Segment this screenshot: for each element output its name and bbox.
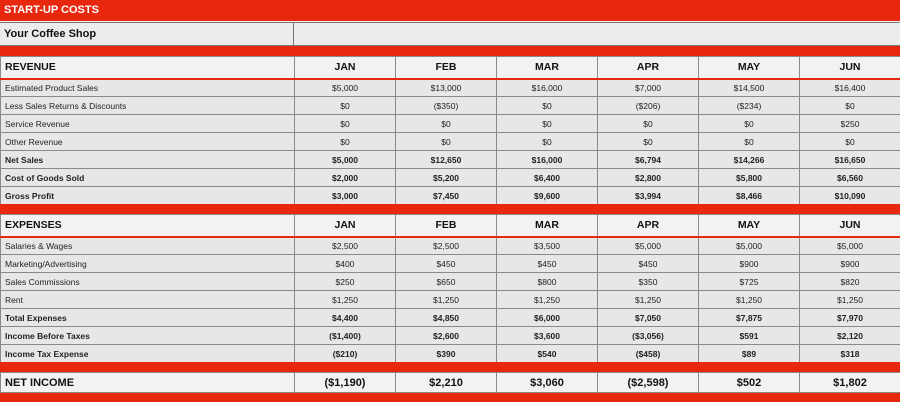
expenses-table	[0, 214, 900, 363]
table-row	[1, 97, 900, 115]
table-row	[1, 79, 900, 97]
cell[interactable]: $5,200	[396, 169, 497, 187]
row-label[interactable]: Other Revenue	[1, 133, 295, 151]
month-header[interactable]: MAY	[699, 57, 800, 79]
cell[interactable]: $6,560	[800, 169, 900, 187]
cell[interactable]: $7,000	[598, 79, 699, 97]
cell[interactable]: $2,800	[598, 169, 699, 187]
revenue-header-row	[1, 57, 900, 79]
cell[interactable]: $0	[396, 115, 497, 133]
cell[interactable]: $12,650	[396, 151, 497, 169]
row-label[interactable]: Cost of Goods Sold	[1, 169, 295, 187]
month-header[interactable]: JAN	[295, 57, 396, 79]
net-income-table	[0, 372, 900, 393]
shop-name-cell[interactable]: Your Coffee Shop	[0, 23, 294, 45]
row-label[interactable]: Marketing/Advertising	[1, 255, 295, 273]
month-header[interactable]: MAR	[497, 57, 598, 79]
month-header[interactable]: APR	[598, 57, 699, 79]
table-row	[1, 309, 900, 327]
cell[interactable]: $1,250	[800, 291, 900, 309]
cell[interactable]: $6,000	[497, 309, 598, 327]
cell[interactable]: $4,400	[295, 309, 396, 327]
net-income-cell[interactable]: $3,060	[497, 373, 598, 393]
cell[interactable]: $2,120	[800, 327, 900, 345]
cell[interactable]: $5,000	[598, 237, 699, 255]
cell[interactable]: $4,850	[396, 309, 497, 327]
table-row	[1, 115, 900, 133]
cell[interactable]: $591	[699, 327, 800, 345]
cell[interactable]: $2,500	[295, 237, 396, 255]
shop-name-row	[0, 22, 900, 46]
cell[interactable]: $13,000	[396, 79, 497, 97]
cell[interactable]: $5,000	[295, 151, 396, 169]
cell[interactable]: $0	[598, 133, 699, 151]
cell[interactable]: $0	[497, 97, 598, 115]
revenue-header[interactable]: REVENUE	[1, 57, 295, 79]
cell[interactable]: $5,800	[699, 169, 800, 187]
cell[interactable]: $0	[396, 133, 497, 151]
cell[interactable]: ($3,056)	[598, 327, 699, 345]
cell[interactable]: $7,050	[598, 309, 699, 327]
cell[interactable]: $10,090	[800, 187, 900, 205]
net-income-cell[interactable]: ($1,190)	[295, 373, 396, 393]
month-header[interactable]: FEB	[396, 57, 497, 79]
cell[interactable]: $0	[295, 133, 396, 151]
cell[interactable]: $0	[598, 115, 699, 133]
cell[interactable]: $9,600	[497, 187, 598, 205]
cell[interactable]: $6,400	[497, 169, 598, 187]
cell[interactable]: $540	[497, 345, 598, 363]
cell[interactable]: $250	[800, 115, 900, 133]
cell[interactable]: $7,970	[800, 309, 900, 327]
net-income-cell[interactable]: $2,210	[396, 373, 497, 393]
cell[interactable]: $6,794	[598, 151, 699, 169]
row-label[interactable]: Sales Commissions	[1, 273, 295, 291]
cell[interactable]: $2,000	[295, 169, 396, 187]
cell[interactable]: $7,875	[699, 309, 800, 327]
cell[interactable]: ($206)	[598, 97, 699, 115]
cell[interactable]: $650	[396, 273, 497, 291]
table-row	[1, 237, 900, 255]
cell[interactable]: $5,000	[800, 237, 900, 255]
cell[interactable]: $2,600	[396, 327, 497, 345]
month-header[interactable]: FEB	[396, 215, 497, 237]
cell[interactable]: $16,400	[800, 79, 900, 97]
cell[interactable]: $350	[598, 273, 699, 291]
row-label[interactable]: Service Revenue	[1, 115, 295, 133]
cell[interactable]: $725	[699, 273, 800, 291]
cell[interactable]: $0	[699, 133, 800, 151]
cell[interactable]: $3,994	[598, 187, 699, 205]
table-row	[1, 327, 900, 345]
net-income-row	[1, 373, 900, 393]
cell[interactable]: $5,000	[295, 79, 396, 97]
row-label[interactable]: Rent	[1, 291, 295, 309]
net-income-label[interactable]: NET INCOME	[1, 373, 295, 393]
cell[interactable]: $250	[295, 273, 396, 291]
cell[interactable]: $900	[699, 255, 800, 273]
cell[interactable]: $0	[497, 133, 598, 151]
month-header[interactable]: JUN	[800, 57, 900, 79]
row-label[interactable]: Income Before Taxes	[1, 327, 295, 345]
net-income-cell[interactable]: $1,802	[800, 373, 900, 393]
row-label[interactable]: Total Expenses	[1, 309, 295, 327]
net-income-cell[interactable]: $502	[699, 373, 800, 393]
cell[interactable]: $1,250	[497, 291, 598, 309]
cell[interactable]: $820	[800, 273, 900, 291]
table-row	[1, 255, 900, 273]
month-header[interactable]: MAY	[699, 215, 800, 237]
separator-band	[0, 393, 900, 402]
cell[interactable]: $318	[800, 345, 900, 363]
cell[interactable]: $0	[699, 115, 800, 133]
row-label[interactable]: Less Sales Returns & Discounts	[1, 97, 295, 115]
title-bar: START-UP COSTS	[0, 0, 900, 21]
cell[interactable]: $14,500	[699, 79, 800, 97]
cell[interactable]: $400	[295, 255, 396, 273]
table-row	[1, 187, 900, 205]
month-header[interactable]: JAN	[295, 215, 396, 237]
expenses-header-row	[1, 215, 900, 237]
month-header[interactable]: APR	[598, 215, 699, 237]
cell[interactable]: $0	[497, 115, 598, 133]
cell[interactable]: $900	[800, 255, 900, 273]
cell[interactable]: $3,500	[497, 237, 598, 255]
cell[interactable]: $1,250	[598, 291, 699, 309]
cell[interactable]: ($210)	[295, 345, 396, 363]
cell[interactable]: $1,250	[396, 291, 497, 309]
table-row	[1, 133, 900, 151]
table-row	[1, 151, 900, 169]
expenses-header[interactable]: EXPENSES	[1, 215, 295, 237]
separator-band	[0, 46, 900, 56]
separator-band	[0, 362, 900, 372]
row-label[interactable]: Estimated Product Sales	[1, 79, 295, 97]
row-label[interactable]: Income Tax Expense	[1, 345, 295, 363]
cell[interactable]: $390	[396, 345, 497, 363]
cell[interactable]: $8,466	[699, 187, 800, 205]
cell[interactable]: $14,266	[699, 151, 800, 169]
table-row	[1, 291, 900, 309]
cell[interactable]: $7,450	[396, 187, 497, 205]
cell[interactable]: $3,000	[295, 187, 396, 205]
cell[interactable]: ($1,400)	[295, 327, 396, 345]
separator-band	[0, 204, 900, 214]
cell[interactable]: $0	[295, 97, 396, 115]
cell[interactable]: $2,500	[396, 237, 497, 255]
row-label[interactable]: Net Sales	[1, 151, 295, 169]
cell[interactable]: $16,650	[800, 151, 900, 169]
cell[interactable]: $3,600	[497, 327, 598, 345]
cell[interactable]: $0	[800, 133, 900, 151]
cell[interactable]: $800	[497, 273, 598, 291]
cell[interactable]: $0	[800, 97, 900, 115]
month-header[interactable]: JUN	[800, 215, 900, 237]
cell[interactable]: $1,250	[295, 291, 396, 309]
cell[interactable]: $450	[396, 255, 497, 273]
cell[interactable]: ($458)	[598, 345, 699, 363]
cell[interactable]: $0	[295, 115, 396, 133]
revenue-table	[0, 56, 900, 205]
row-label[interactable]: Gross Profit	[1, 187, 295, 205]
cell[interactable]: $5,000	[699, 237, 800, 255]
row-label[interactable]: Salaries & Wages	[1, 237, 295, 255]
cell[interactable]: ($234)	[699, 97, 800, 115]
cell[interactable]: $1,250	[699, 291, 800, 309]
table-row	[1, 345, 900, 363]
table-row	[1, 169, 900, 187]
cell[interactable]: $450	[598, 255, 699, 273]
cell[interactable]: $450	[497, 255, 598, 273]
month-header[interactable]: MAR	[497, 215, 598, 237]
cell[interactable]: $16,000	[497, 79, 598, 97]
table-row	[1, 273, 900, 291]
cell[interactable]: ($350)	[396, 97, 497, 115]
cell[interactable]: $16,000	[497, 151, 598, 169]
net-income-cell[interactable]: ($2,598)	[598, 373, 699, 393]
cell[interactable]: $89	[699, 345, 800, 363]
